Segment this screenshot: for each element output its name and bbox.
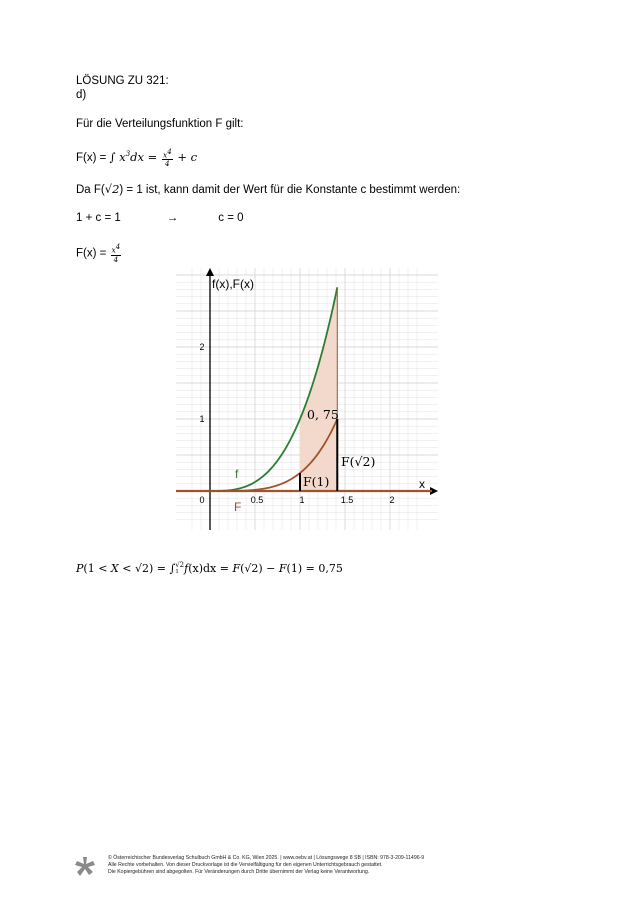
label-f: f — [235, 467, 239, 481]
tick-labels — [199, 342, 394, 505]
fraction-denominator: 4 — [164, 159, 170, 169]
shaded-area — [300, 287, 337, 491]
origin-label: 0 — [199, 495, 205, 505]
publisher-logo-icon — [74, 856, 96, 878]
implies-arrow-icon: → — [166, 212, 179, 224]
label-F: F — [234, 500, 242, 514]
constant-sentence — [76, 182, 460, 197]
equation-left: 1 + c = 1 — [76, 212, 121, 224]
prob-F-b: F — [278, 562, 287, 575]
x-tick-label: 2 — [389, 495, 395, 505]
prob-X: X — [110, 562, 119, 575]
prob-open: (1 < — [83, 562, 111, 575]
result-fraction — [111, 243, 122, 264]
function-graph — [176, 268, 438, 530]
footer-line-3: Die Kopiergebühren sind abgegolten. Für Veränderungen durch Dritte übernimmt der Verlag keine Verantwortung. — [108, 869, 370, 876]
heading-part: d) — [76, 89, 87, 101]
footer-line-2: Alle Rechte vorbehalten. Von dieser Druckvorlage ist die Vervielfältigung für den eigenen Unterrichtsgebrauch gestattet. — [108, 862, 383, 869]
differential: dx = — [130, 149, 161, 164]
result-formula — [76, 243, 122, 264]
prob-integral: < √2) = ∫ — [118, 562, 176, 575]
constant-equation — [76, 211, 244, 225]
result-lhs: F(x) = — [76, 247, 110, 260]
sentence-start: Da F( — [76, 184, 105, 196]
constant-term: + c — [173, 149, 198, 164]
prob-sqrt: (√2) − — [240, 562, 279, 575]
prob-value: (1) = 0,75 — [286, 562, 343, 575]
integral-sign: ∫ — [109, 149, 120, 164]
x-tick-label: 0.5 — [250, 495, 264, 505]
result-numerator: x — [111, 245, 116, 255]
formula-lhs: F(x) = — [76, 151, 110, 164]
heading-title: LÖSUNG ZU 321: — [76, 75, 169, 87]
probability-result — [76, 562, 343, 576]
prob-F-a: F — [232, 562, 241, 575]
fraction — [162, 148, 173, 169]
x-axis-label: x — [419, 477, 425, 491]
label-difference: 0, 75 — [307, 407, 339, 422]
sentence-sqrt: √2 — [104, 182, 120, 196]
label-F1: F(1) — [303, 474, 330, 489]
label-Fsqrt2: F(√2) — [341, 454, 376, 469]
y-tick-label: 1 — [199, 414, 205, 424]
footer — [108, 855, 424, 877]
formula-antiderivative — [76, 147, 197, 168]
integral-lower: 1 — [175, 569, 179, 575]
footer-line-1: © Österreichischer Bundesverlag Schulbuch GmbH & Co. KG, Wien 2025. | www.oebv.at | Lösungswege 8 SB | ISBN: 978-3-209-11496-9 — [108, 855, 425, 861]
sentence-end: ) = 1 ist, kann damit der Wert für die Konstante c bestimmt werden: — [119, 184, 461, 196]
x-tick-label: 1 — [299, 495, 305, 505]
fraction-numerator: x — [162, 150, 168, 160]
result-numerator-power: 4 — [115, 243, 121, 251]
x-tick-label: 1.5 — [340, 495, 354, 505]
y-axis-label: f(x),F(x) — [212, 277, 254, 291]
prob-P: P — [76, 562, 84, 575]
integrand-power: 3 — [125, 150, 131, 158]
y-axis-arrow-icon — [206, 268, 214, 276]
numerator-power: 4 — [167, 147, 172, 156]
y-tick-label: 2 — [199, 342, 205, 352]
equation-right: c = 0 — [218, 212, 244, 224]
prob-f: f — [184, 562, 189, 575]
intro-text: Für die Verteilungsfunktion F gilt: — [76, 118, 244, 130]
integrand: x — [119, 149, 126, 164]
integral-upper: √2 — [175, 561, 185, 569]
prob-dx: (x)dx = — [188, 562, 233, 575]
result-denominator: 4 — [113, 254, 119, 264]
